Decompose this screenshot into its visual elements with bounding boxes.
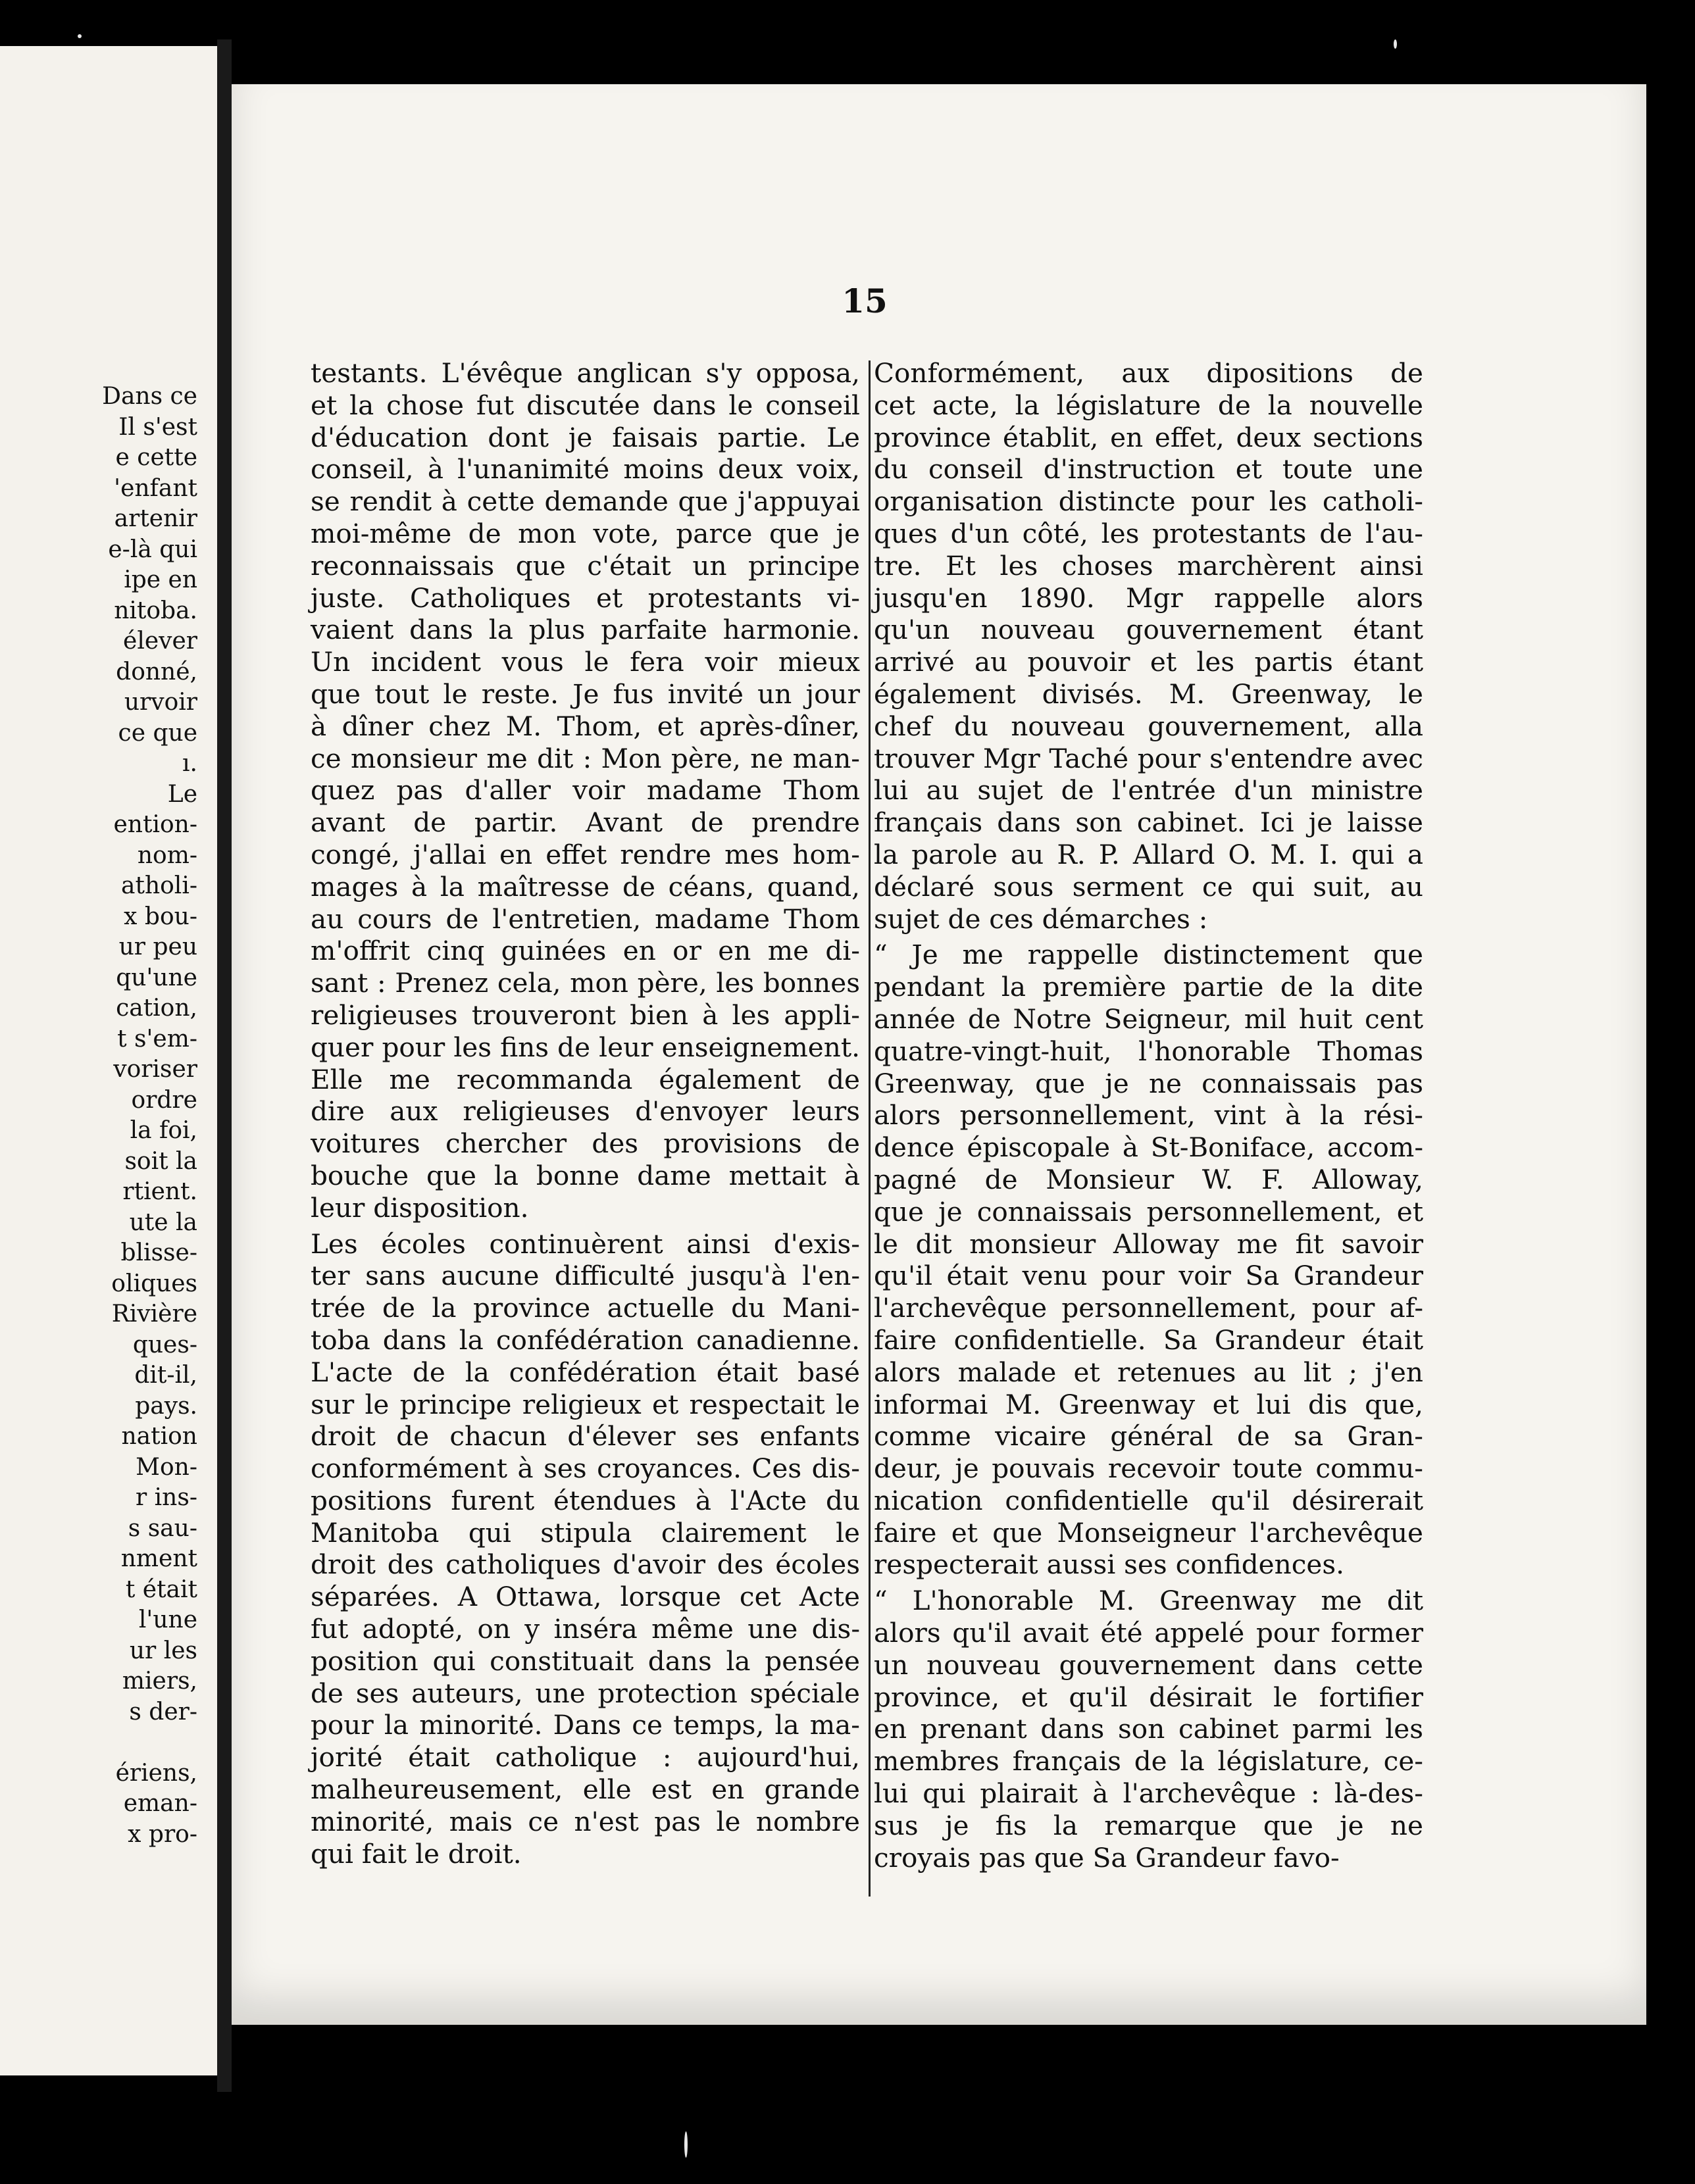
left-page-line: nation xyxy=(121,1423,197,1450)
left-page-line: Rivière xyxy=(111,1301,197,1328)
text-line: voitures chercher des provisions de xyxy=(311,1128,860,1160)
text-line: sus je fis la remarque que je ne xyxy=(874,1809,1423,1841)
text-line: alors malade et retenues au lit ; j'en xyxy=(874,1356,1423,1388)
text-line: sur le principe religieux et respectait le xyxy=(311,1388,860,1420)
text-line: congé, j'allai en effet rendre mes hom- xyxy=(311,838,860,870)
text-line: pagné de Monsieur W. F. Alloway, xyxy=(874,1163,1423,1195)
left-page-line: élever xyxy=(123,628,197,655)
text-line: en prenant dans son cabinet parmi les xyxy=(874,1713,1423,1745)
scan-speck xyxy=(78,34,82,38)
text-line: séparées. A Ottawa, lorsque cet Acte xyxy=(311,1581,860,1613)
text-line: qu'un nouveau gouvernement étant xyxy=(874,614,1423,646)
text-line: également divisés. M. Greenway, le xyxy=(874,678,1423,710)
text-line: malheureusement, elle est en grande xyxy=(311,1774,860,1806)
text-line: ques d'un côté, les protestants de l'au- xyxy=(874,517,1423,549)
left-column xyxy=(311,357,860,1870)
left-page-line: 'enfant xyxy=(114,474,197,502)
text-line: “ L'honorable M. Greenway me dit xyxy=(874,1585,1423,1617)
text-line: trouver Mgr Taché pour s'entendre avec xyxy=(874,742,1423,774)
left-page-line: ipe en xyxy=(124,566,197,593)
text-line: ter sans aucune difficulté jusqu'à l'en- xyxy=(311,1260,860,1292)
scan-speck xyxy=(684,2131,688,2158)
text-line: sant : Prenez cela, mon père, les bonnes xyxy=(311,967,860,999)
text-line: quatre-vingt-huit, l'honorable Thomas xyxy=(874,1035,1423,1067)
text-line: respecterait aussi ses confidences. xyxy=(874,1549,1345,1581)
left-page-line: dit-il, xyxy=(134,1362,197,1389)
text-line: “ Je me rappelle distinctement que xyxy=(874,939,1423,971)
left-page-line: ce que xyxy=(118,719,197,747)
left-page-line: nitoba. xyxy=(114,597,197,624)
left-page-line: qu'une xyxy=(116,964,197,991)
left-page-line: rtient. xyxy=(122,1178,197,1205)
left-page-line xyxy=(0,1727,197,1758)
text-line: jusqu'en 1890. Mgr rappelle alors xyxy=(874,582,1423,614)
left-page-line: e-là qui xyxy=(108,535,197,563)
left-page xyxy=(0,46,217,2075)
text-line: français dans son cabinet. Ici je laisse xyxy=(874,807,1423,839)
text-line: de ses auteurs, une protection spéciale xyxy=(311,1677,860,1709)
text-line: année de Notre Seigneur, mil huit cent xyxy=(874,1003,1423,1035)
text-line: un nouveau gouvernement dans cette xyxy=(874,1649,1423,1681)
text-line: d'éducation dont je faisais partie. Le xyxy=(311,421,860,453)
paragraph xyxy=(874,1585,1423,1874)
text-line: alors personnellement, vint à la rési- xyxy=(874,1099,1423,1131)
text-line: nication confidentielle qu'il désirerait xyxy=(874,1484,1423,1516)
left-page-line: oliques xyxy=(111,1270,197,1297)
text-line: chef du nouveau gouvernement, alla xyxy=(874,710,1423,742)
left-page-line: ur peu xyxy=(118,933,197,960)
text-line: ce monsieur me dit : Mon père, ne man- xyxy=(311,742,860,774)
left-page-line: blisse- xyxy=(120,1239,197,1266)
text-line: sujet de ces démarches : xyxy=(874,903,1208,935)
text-line: Conformément, aux dipositions de xyxy=(874,357,1423,389)
left-page-line: miers, xyxy=(122,1668,197,1695)
text-line: lui qui plairait à l'archevêque : là-des- xyxy=(874,1777,1423,1810)
text-line: vaient dans la plus parfaite harmonie. xyxy=(311,614,860,646)
text-line: quez pas d'aller voir madame Thom xyxy=(311,774,860,807)
left-page-line: x bou- xyxy=(124,903,197,930)
text-line: faire et que Monseigneur l'archevêque xyxy=(874,1516,1423,1549)
text-line: comme vicaire général de sa Gran- xyxy=(874,1420,1423,1452)
text-line: bouche que la bonne dame mettait à xyxy=(311,1159,860,1191)
left-page-line: Le xyxy=(167,780,197,808)
text-line: cet acte, la législature de la nouvelle xyxy=(874,389,1423,421)
text-line: informai M. Greenway et lui dis que, xyxy=(874,1388,1423,1420)
left-page-line: atholi- xyxy=(121,872,197,899)
left-page-line: Il s'est xyxy=(118,413,197,441)
text-line: déclaré sous serment ce qui suit, au xyxy=(874,870,1423,903)
paragraph xyxy=(874,357,1423,935)
left-page-line: r ins- xyxy=(136,1484,197,1511)
text-line: jorité était catholique : aujourd'hui, xyxy=(311,1741,860,1774)
text-line: leur disposition. xyxy=(311,1191,529,1224)
text-line: trée de la province actuelle du Mani- xyxy=(311,1292,860,1324)
text-line: dence épiscopale à St-Boniface, accom- xyxy=(874,1131,1423,1164)
text-line: religieuses trouveront bien à les appli- xyxy=(311,999,860,1031)
text-line: deur, je pouvais recevoir toute commu- xyxy=(874,1452,1423,1485)
text-line: Greenway, que je ne connaissais pas xyxy=(874,1067,1423,1099)
left-page-line: ute la xyxy=(129,1208,197,1236)
paragraph xyxy=(874,939,1423,1581)
left-page-line: l'une xyxy=(138,1606,197,1633)
left-page-line: s sau- xyxy=(128,1514,197,1542)
text-line: fut adopté, on y inséra même une dis- xyxy=(311,1613,860,1645)
right-column xyxy=(874,357,1423,1874)
text-line: membres français de la législature, ce- xyxy=(874,1745,1423,1777)
text-line: quer pour les fins de leur enseignement. xyxy=(311,1031,860,1063)
left-page-line: nment xyxy=(120,1545,197,1572)
left-page-line: voriser xyxy=(113,1056,197,1083)
text-line: faire confidentielle. Sa Grandeur était xyxy=(874,1324,1423,1356)
left-page-line: eman- xyxy=(123,1790,197,1817)
left-page-line: pays. xyxy=(135,1392,197,1420)
text-line: du conseil d'instruction et toute une xyxy=(874,453,1423,485)
left-page-line: ı. xyxy=(182,750,197,777)
scan-speck xyxy=(1394,39,1397,49)
text-line: à dîner chez M. Thom, et après-dîner, xyxy=(311,710,860,742)
text-line: alors qu'il avait été appelé pour former xyxy=(874,1617,1423,1649)
text-line: minorité, mais ce n'est pas le nombre xyxy=(311,1805,860,1837)
text-line: que tout le reste. Je fus invité un jour xyxy=(311,678,860,710)
left-page-line: cation, xyxy=(116,995,197,1022)
text-line: positions furent étendues à l'Acte du xyxy=(311,1484,860,1516)
text-line: province, et qu'il désirait le fortifier xyxy=(874,1681,1423,1713)
text-line: conformément à ses croyances. Ces dis- xyxy=(311,1452,860,1485)
text-line: juste. Catholiques et protestants vi- xyxy=(311,582,860,614)
left-page-text xyxy=(0,382,197,1850)
text-line: le dit monsieur Alloway me fit savoir xyxy=(874,1228,1423,1260)
paragraph xyxy=(311,357,860,1224)
text-line: qu'il était venu pour voir Sa Grandeur xyxy=(874,1260,1423,1292)
left-page-line: Dans ce xyxy=(102,383,197,410)
text-line: lui au sujet de l'entrée d'un ministre xyxy=(874,774,1423,807)
left-page-line: artenir xyxy=(114,505,197,532)
left-page-line: ques- xyxy=(132,1331,197,1358)
text-line: droit des catholiques d'avoir des écoles xyxy=(311,1549,860,1581)
text-line: L'acte de la confédération était basé xyxy=(311,1356,860,1388)
text-line: se rendit à cette demande que j'appuyai xyxy=(311,485,860,518)
text-line: position qui constituait dans la pensée xyxy=(311,1645,860,1677)
text-line: Elle me recommanda également de xyxy=(311,1063,860,1095)
text-line: avant de partir. Avant de prendre xyxy=(311,807,860,839)
text-line: dire aux religieuses d'envoyer leurs xyxy=(311,1095,860,1128)
text-line: pour la minorité. Dans ce temps, la ma- xyxy=(311,1709,860,1741)
text-line: que je connaissais personnellement, et xyxy=(874,1195,1423,1228)
left-page-line: ériens, xyxy=(115,1759,197,1787)
text-line: arrivé au pouvoir et les partis étant xyxy=(874,646,1423,678)
left-page-line: t s'em- xyxy=(117,1025,197,1053)
text-line: conseil, à l'unanimité moins deux voix, xyxy=(311,453,860,485)
text-line: pendant la première partie de la dite xyxy=(874,971,1423,1003)
right-page xyxy=(232,84,1646,2025)
text-line: moi-même de mon vote, parce que je xyxy=(311,517,860,549)
left-page-line: x pro- xyxy=(128,1820,197,1848)
left-page-line: ur les xyxy=(129,1637,197,1664)
left-page-line: donné, xyxy=(116,658,197,685)
page-number: 15 xyxy=(842,282,888,320)
left-page-line: s der- xyxy=(129,1698,197,1725)
text-line: province établit, en effet, deux sections xyxy=(874,421,1423,453)
text-line: et la chose fut discutée dans le conseil xyxy=(311,389,860,421)
left-page-line: Mon- xyxy=(136,1453,197,1481)
paragraph xyxy=(311,1228,860,1870)
left-page-line: t était xyxy=(125,1576,197,1603)
left-page-line: ention- xyxy=(113,811,197,838)
text-line: Manitoba qui stipula clairement le xyxy=(311,1516,860,1549)
text-line: croyais pas que Sa Grandeur favo- xyxy=(874,1841,1340,1874)
text-line: m'offrit cinq guinées en or en me di- xyxy=(311,935,860,967)
left-page-line: e cette xyxy=(115,444,197,471)
text-line: qui fait le droit. xyxy=(311,1837,522,1870)
text-line: l'archevêque personnellement, pour af- xyxy=(874,1292,1423,1324)
left-page-line: ordre xyxy=(131,1086,197,1114)
left-page-line: la foi, xyxy=(130,1117,197,1144)
text-line: testants. L'évêque anglican s'y opposa, xyxy=(311,357,860,389)
text-line: toba dans la confédération canadienne. xyxy=(311,1324,860,1356)
text-line: reconnaissais que c'était un principe xyxy=(311,549,860,582)
left-page-line: nom- xyxy=(137,841,197,869)
text-line: tre. Et les choses marchèrent ainsi xyxy=(874,549,1423,582)
text-line: au cours de l'entretien, madame Thom xyxy=(311,903,860,935)
left-page-line: urvoir xyxy=(124,689,197,716)
text-line: la parole au R. P. Allard O. M. I. qui a xyxy=(874,838,1423,870)
left-page-line: soit la xyxy=(124,1147,197,1175)
book-gutter xyxy=(217,39,232,2092)
column-divider xyxy=(869,360,871,1897)
text-line: droit de chacun d'élever ses enfants xyxy=(311,1420,860,1452)
text-line: Un incident vous le fera voir mieux xyxy=(311,646,860,678)
text-line: Les écoles continuèrent ainsi d'exis- xyxy=(311,1228,860,1260)
text-line: organisation distincte pour les catholi- xyxy=(874,485,1423,518)
text-line: mages à la maîtresse de céans, quand, xyxy=(311,870,860,903)
